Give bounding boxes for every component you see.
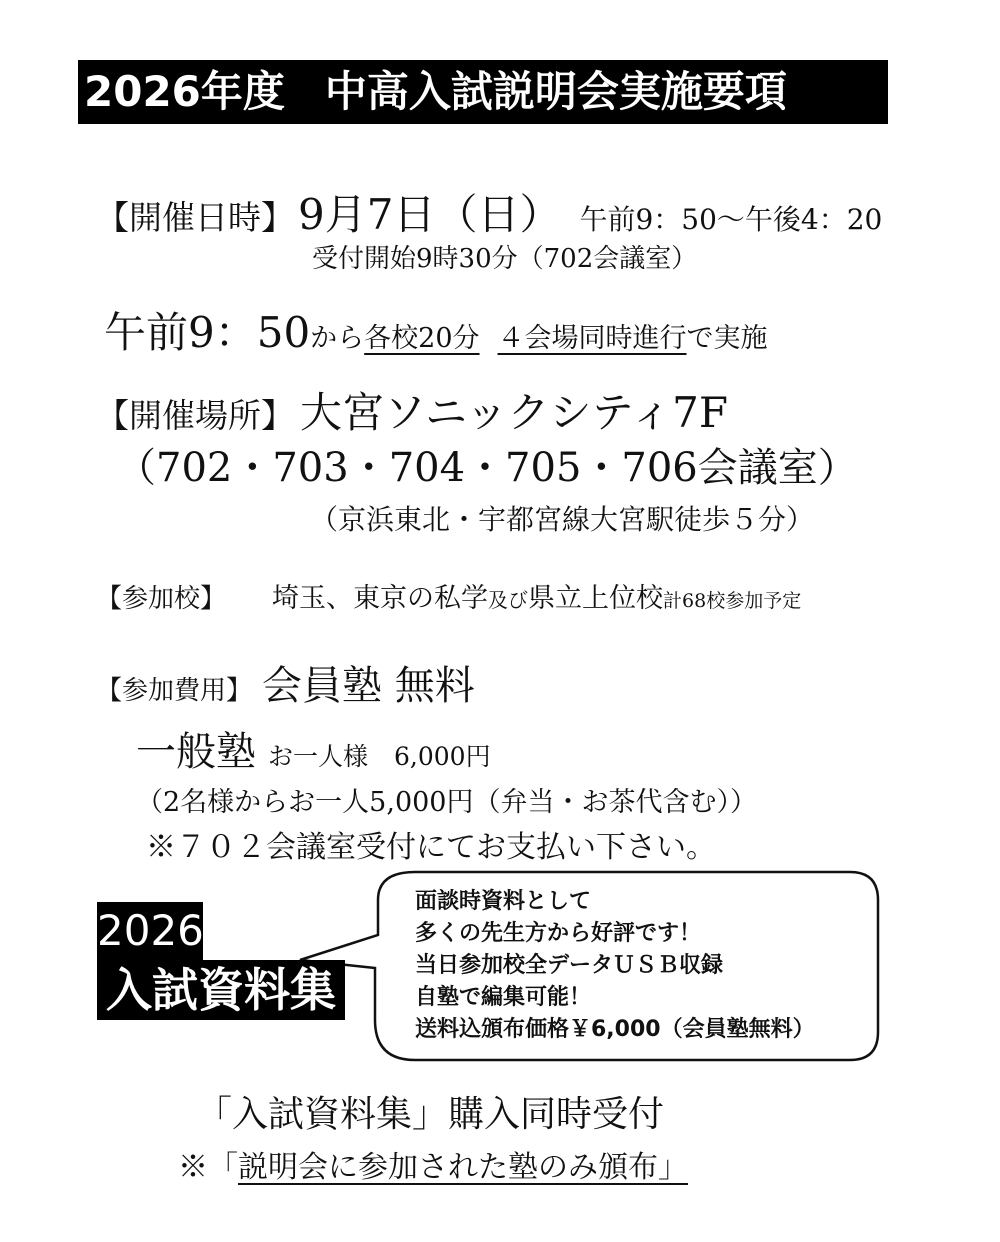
session-from: から: [310, 323, 365, 354]
bubble-line: 面談時資料として: [415, 889, 592, 914]
reception-time: 受付開始9時30分（702会議室）: [312, 244, 698, 274]
session-venues: ４会場同時進行: [497, 323, 687, 354]
distribution-note-prefix: ※「: [178, 1150, 238, 1185]
general-fee-price: 6,000円: [394, 742, 491, 771]
general-fee-label: 一般塾: [136, 729, 256, 775]
general-fee-unit: お一人様: [268, 742, 369, 771]
fees-label: 【参加費用】: [96, 676, 253, 706]
bubble-line: 当日参加校全データＵＳＢ収録: [415, 953, 724, 978]
venue-rooms: （702・703・704・705・706会議室）: [116, 445, 858, 491]
session-start: 午前9：50: [104, 308, 311, 357]
purchase-bracket: 「入試資料集」: [196, 1094, 449, 1135]
bubble-line: 自塾で編集可能！: [415, 985, 592, 1010]
purchase-rest: 同時受付: [520, 1094, 665, 1135]
bubble-line: 送料込頒布価格￥6,000（会員塾無料）: [415, 1017, 815, 1042]
schedule-label: 【開催日時】: [96, 198, 294, 237]
materials-title-label: 入試資料集: [97, 960, 345, 1020]
schools-public: 県立上位校: [528, 583, 664, 614]
purchase-action: 購入: [448, 1094, 521, 1135]
purchase-line: [196, 1086, 664, 1137]
schools-and: 及び: [488, 588, 529, 612]
session-per-school: 各校20分: [364, 323, 480, 354]
distribution-note: [178, 1142, 688, 1186]
schedule-date: 9月7日（日）: [298, 190, 562, 239]
fees-member: 会員塾 無料: [262, 663, 475, 709]
session-suffix: で実施: [686, 323, 768, 354]
discount-note: （2名様からお一人5,000円（弁当・お茶代含む））: [136, 787, 757, 818]
title-text: 中高入試説明会実施要項: [324, 67, 787, 116]
materials-year-label: 2026: [97, 902, 203, 960]
schedule-time: 午前9：50〜午後4：20: [579, 203, 883, 236]
distribution-note-text: 説明会に参加された塾のみ頒布」: [238, 1150, 688, 1185]
title-year: 2026年度: [84, 67, 285, 116]
schools-main: 埼玉、東京の私学: [272, 583, 489, 614]
venue-access: （京浜東北・宇都宮線大宮駅徒歩５分）: [310, 503, 815, 536]
schools-count: 計68校参加予定: [663, 590, 802, 612]
bubble-line: 多くの先生方から好評です！: [415, 921, 702, 946]
payment-note: ※７０２会議室受付にてお支払い下さい。: [146, 830, 716, 865]
venue-name: 大宮ソニックシティ7F: [300, 388, 728, 437]
venue-label: 【開催場所】: [96, 396, 294, 435]
schools-label: 【参加校】: [96, 584, 227, 614]
